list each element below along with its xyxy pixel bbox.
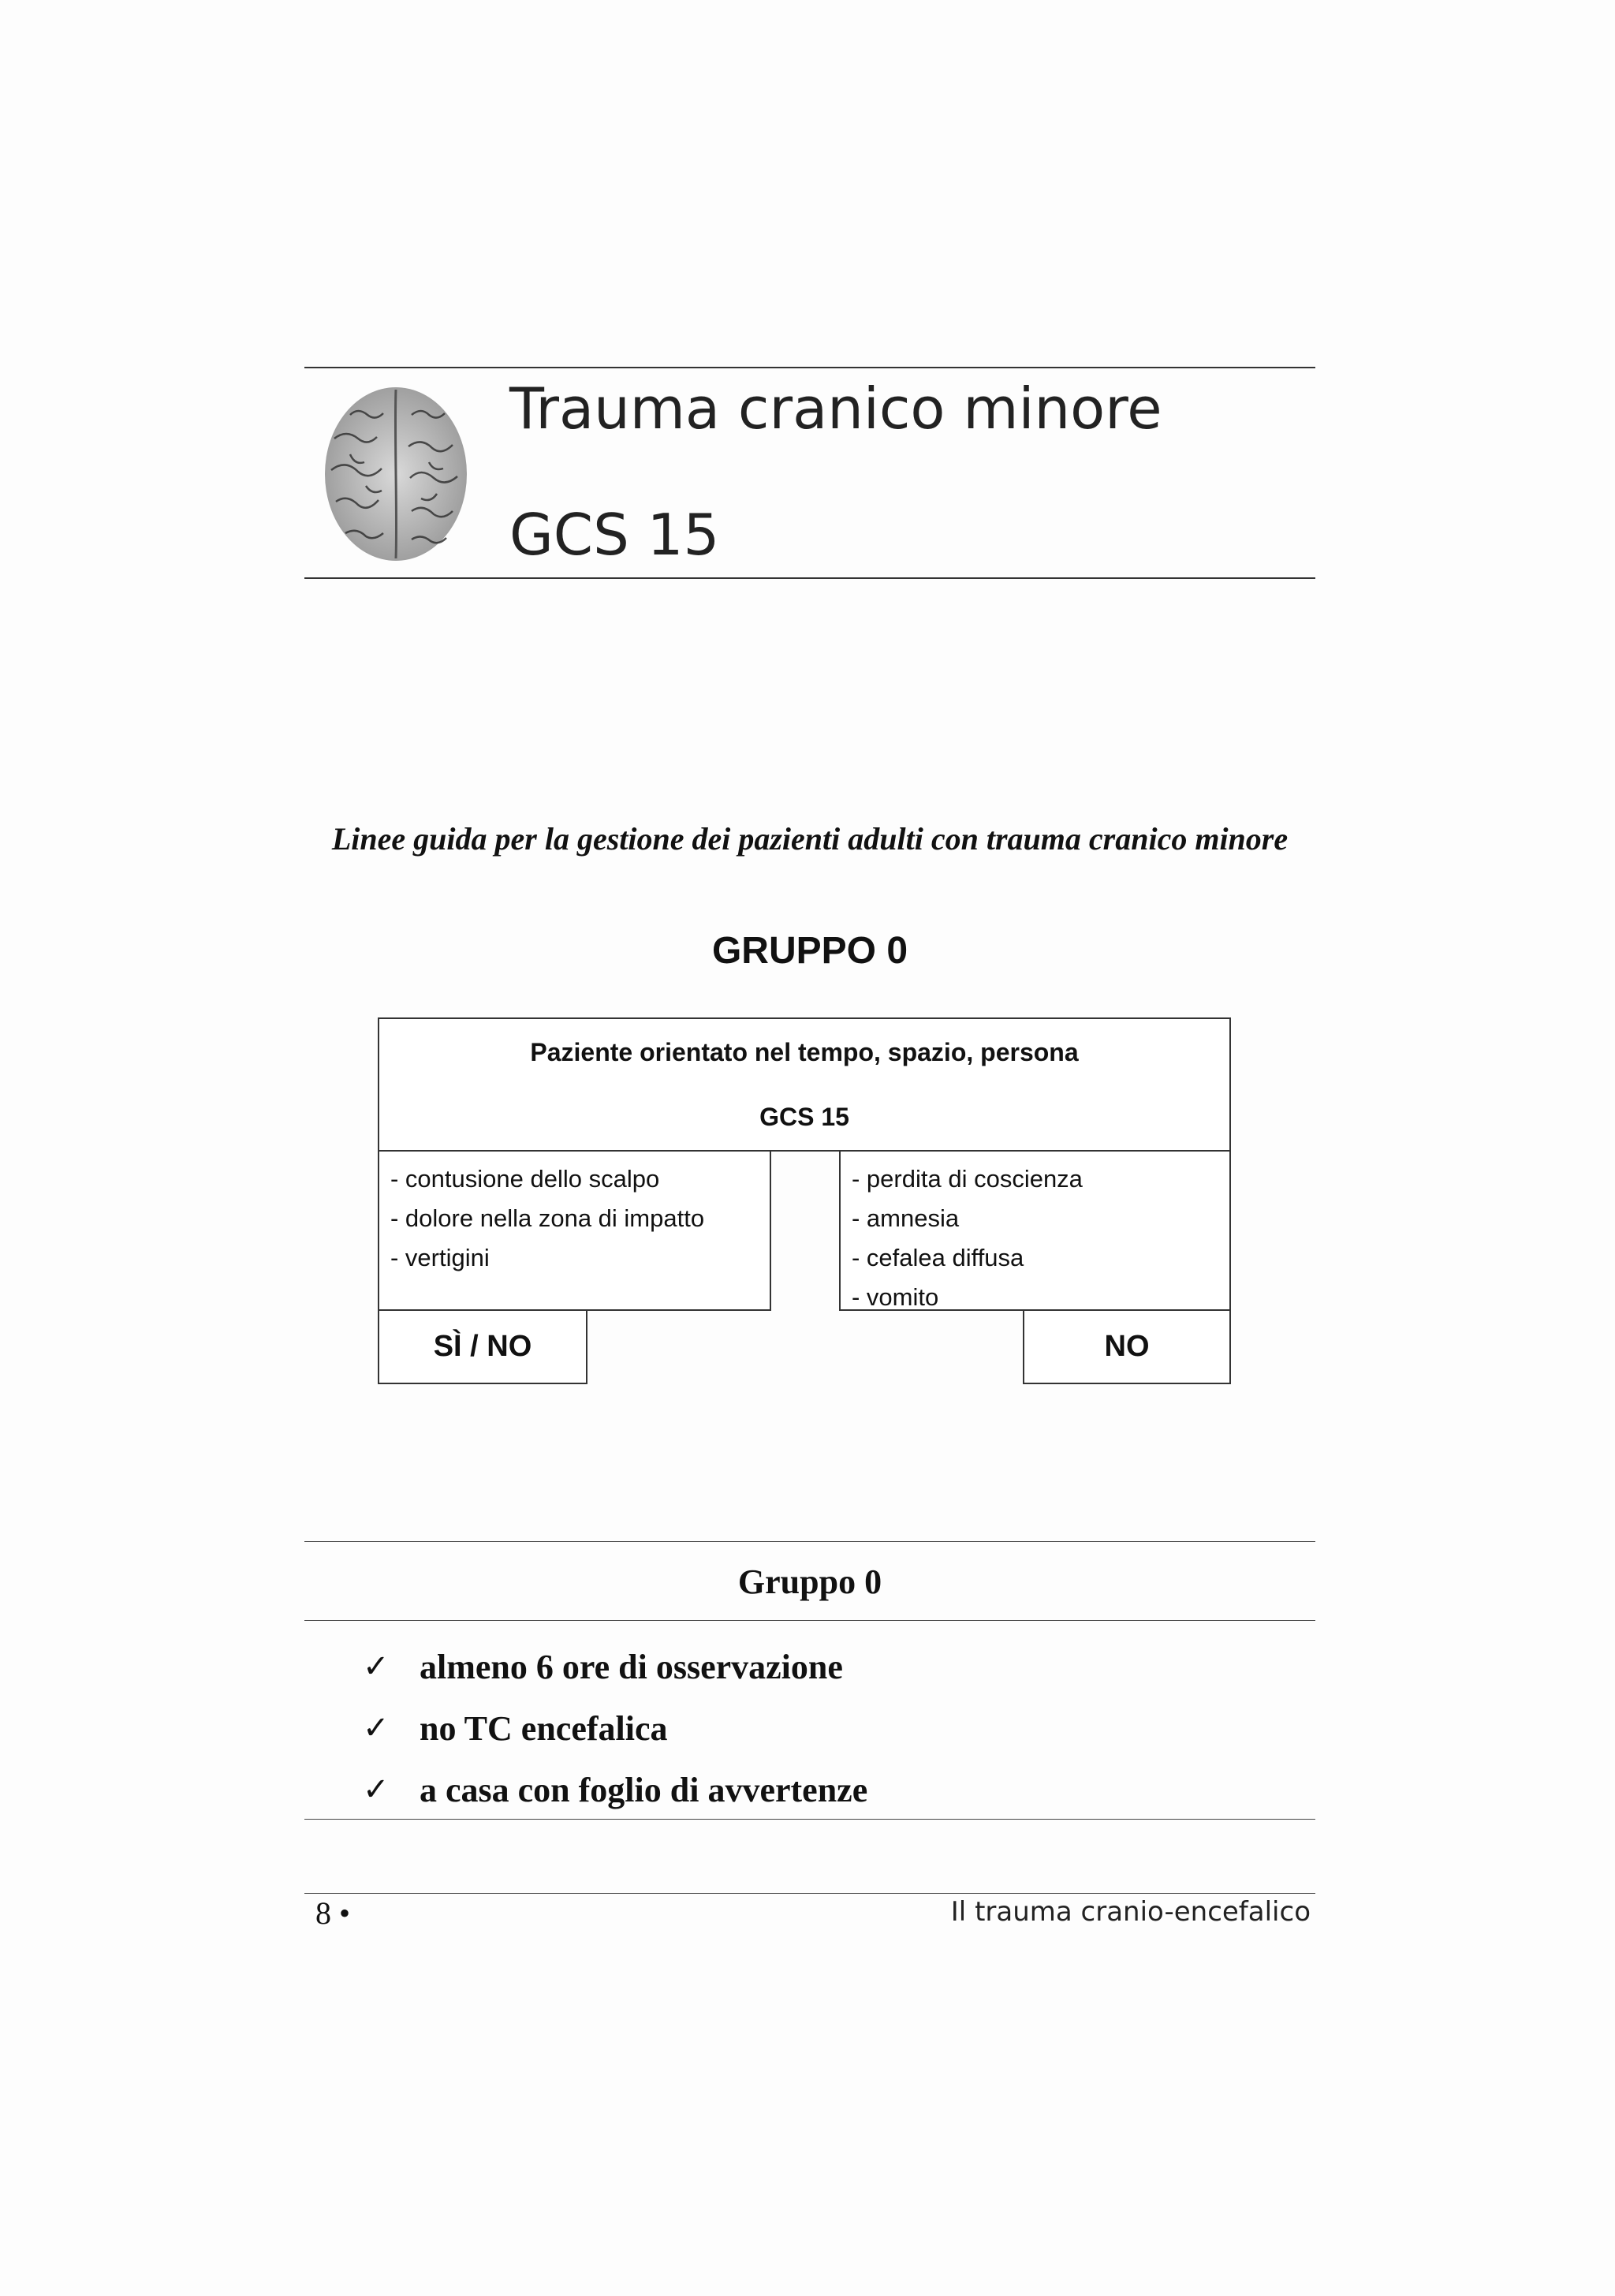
list-item: - contusione dello scalpo	[390, 1165, 660, 1193]
section-mid-rule	[304, 1620, 1315, 1621]
brain-icon	[319, 383, 473, 565]
recommendation-list	[363, 1636, 867, 1820]
section-top-rule	[304, 1541, 1315, 1542]
checkmark-icon: ✓	[363, 1710, 390, 1746]
section-title: Gruppo 0	[737, 1562, 882, 1601]
flowchart-right-box	[839, 1150, 1231, 1311]
guideline-title: Linee guida per la gestione dei pazienti adulti con trauma cranico minore	[331, 821, 1289, 857]
page-title: Trauma cranico minore	[509, 375, 1162, 442]
list-item: - cefalea diffusa	[852, 1244, 1024, 1271]
list-item: - perdita di coscienza	[852, 1165, 1083, 1193]
patient-orientation-text: Paziente orientato nel tempo, spazio, persona	[530, 1038, 1079, 1066]
header-top-rule	[304, 367, 1315, 368]
group-heading: GRUPPO 0	[711, 930, 908, 972]
list-item	[363, 1759, 867, 1820]
list-item: - dolore nella zona di impatto	[390, 1204, 705, 1232]
header-bottom-rule	[304, 577, 1315, 579]
gcs-text: GCS 15	[759, 1103, 849, 1131]
list-item: - amnesia	[852, 1204, 960, 1232]
flowchart-top-box	[378, 1017, 1231, 1152]
list-item	[363, 1636, 867, 1697]
page-number: 8 •	[315, 1895, 351, 1931]
flowchart-left-box	[378, 1150, 771, 1311]
left-answer-box: SÌ / NO	[378, 1309, 587, 1384]
recommendation-text: a casa con foglio di avvertenze	[420, 1770, 868, 1809]
list-item: - vomito	[852, 1283, 939, 1311]
right-answer-box: NO	[1023, 1309, 1231, 1384]
checkmark-icon: ✓	[363, 1648, 390, 1685]
list-item	[363, 1697, 867, 1759]
page-subtitle-gcs: GCS 15	[509, 502, 720, 568]
list-item: - vertigini	[390, 1244, 490, 1271]
section-bottom-rule	[304, 1819, 1315, 1820]
running-footer-title: Il trauma cranio-encefalico	[950, 1896, 1311, 1928]
checkmark-icon: ✓	[363, 1771, 390, 1808]
recommendation-text: almeno 6 ore di osservazione	[420, 1647, 843, 1686]
footer-rule	[304, 1893, 1315, 1894]
recommendation-text: no TC encefalica	[420, 1708, 668, 1748]
